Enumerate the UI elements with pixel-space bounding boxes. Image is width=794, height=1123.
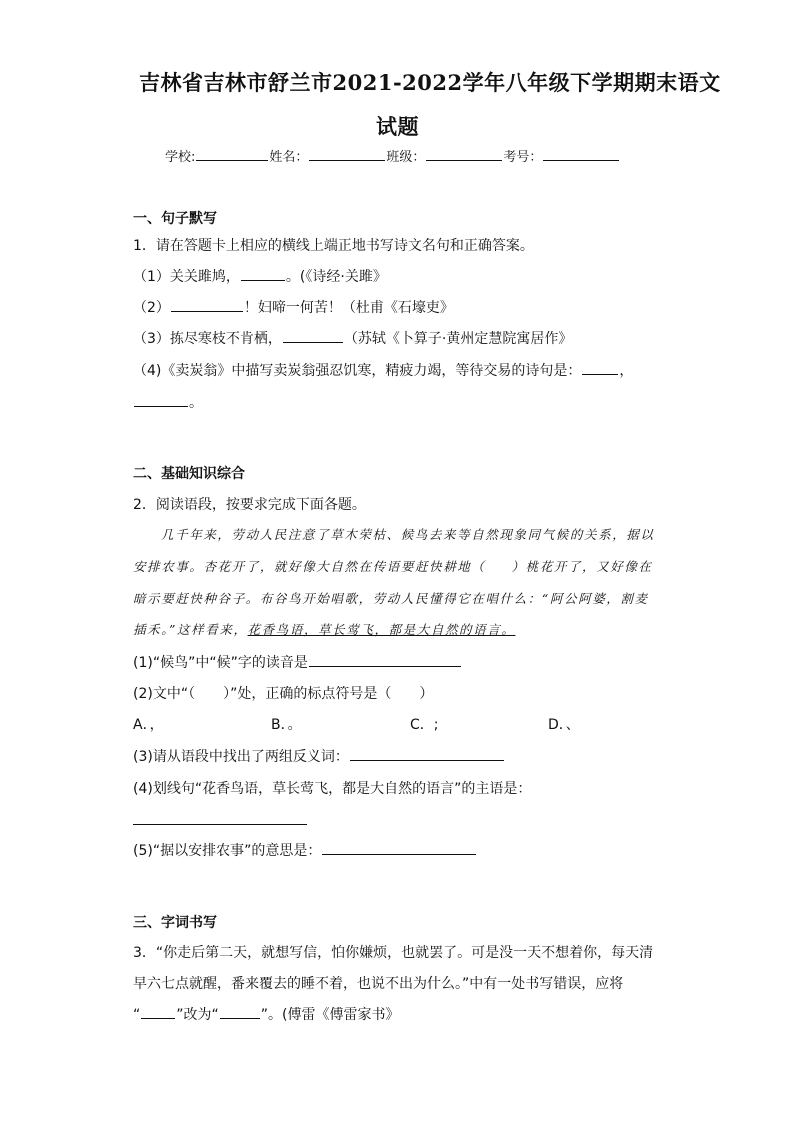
reading-passage-line: 暗示要赶快种谷子。布谷鸟开始唱歌，劳动人民懂得它在唱什么：“阿公阿婆，割麦 [133, 591, 649, 606]
question-1-item-4: （4)《卖炭翁》中描写卖炭翁强忍饥寒，精疲力竭，等待交易的诗句是： ， [133, 360, 633, 380]
student-info-line [165, 146, 620, 165]
option-c[interactable]: C．; [410, 717, 439, 733]
answer-blank[interactable] [241, 266, 285, 281]
question-1-stem: 1．请在答题卡上相应的横线上端正地书写诗文名句和正确答案。 [133, 238, 534, 254]
question-1-item-4-cont: 。 [133, 392, 203, 412]
school-label: 学校: [165, 150, 196, 165]
page-title-line1: 吉林省吉林市舒兰市2021-2022学年八年级下学期期末语文 [139, 70, 721, 95]
answer-blank[interactable] [322, 840, 476, 855]
option-a[interactable]: A．， [133, 717, 164, 733]
sub-question-1: (1)“候鸟”中“候”字的读音是 [133, 652, 462, 672]
question-3-line: 早六七点就醒，番来覆去的睡不着，也说不出为什么。”中有一处书写错误，应将 [133, 976, 624, 992]
class-field[interactable] [426, 146, 502, 161]
option-d[interactable]: D．、 [548, 717, 580, 733]
sub-question-2: (2)文中“（ ）”处，正确的标点符号是（ ） [133, 686, 434, 702]
exam-no-field[interactable] [543, 146, 619, 161]
sub-question-5: (5)“据以安排农事”的意思是： [133, 840, 477, 860]
reading-passage-line: 几千年来，劳动人民注意了草木荣枯、候鸟去来等自然现象同气候的关系，据以 [161, 527, 655, 542]
question-3-line: 3．“你走后第二天，就想写信，怕你嫌烦，也就罢了。可是没一天不想着你，每天清 [133, 945, 654, 961]
exam-no-label: 考号： [503, 150, 543, 165]
answer-blank[interactable] [141, 1004, 175, 1019]
answer-blank[interactable] [171, 297, 243, 312]
underlined-sentence: 花香鸟语，草长莺飞，都是大自然的语言。 [247, 622, 516, 637]
answer-blank[interactable] [133, 810, 307, 825]
question-1-item-3: （3）拣尽寒枝不肯栖， （苏轼《卜算子·黄州定慧院寓居作》 [133, 328, 572, 348]
name-label: 姓名： [269, 150, 309, 165]
reading-passage-line: 插禾。”这样看来，花香鸟语，草长莺飞，都是大自然的语言。 [133, 622, 516, 637]
sub-question-3: (3)请从语段中找出了两组反义词： [133, 746, 505, 766]
reading-passage-line: 安排农事。杏花开了，就好像大自然在传语要赶快耕地（ ）桃花开了，又好像在 [133, 559, 653, 574]
question-1-item-2: （2） ！妇啼一何苦！（杜甫《石壕吏》 [133, 297, 454, 317]
answer-blank[interactable] [134, 392, 188, 407]
option-b[interactable]: B．。 [271, 717, 302, 733]
page-title-line2: 试题 [376, 114, 419, 139]
section-heading: 二、基础知识综合 [133, 466, 245, 482]
answer-blank[interactable] [582, 360, 618, 375]
question-1-item-1: （1）关关雎鸠， 。(《诗经·关雎》 [133, 266, 387, 286]
answer-blank[interactable] [350, 746, 504, 761]
question-3-line: “ ”改为“ ”。(傅雷《傅雷家书》 [133, 1004, 400, 1024]
answer-blank[interactable] [220, 1004, 260, 1019]
name-field[interactable] [309, 146, 385, 161]
question-2-stem: 2．阅读语段，按要求完成下面各题。 [133, 497, 366, 513]
sub-question-4: (4)划线句“花香鸟语，草长莺飞，都是大自然的语言”的主语是： [133, 781, 532, 797]
school-field[interactable] [196, 146, 268, 161]
answer-blank[interactable] [309, 652, 461, 667]
answer-blank[interactable] [283, 328, 343, 343]
class-label: 班级： [386, 150, 426, 165]
section-heading: 一、句子默写 [133, 211, 217, 227]
section-heading: 三、字词书写 [133, 915, 217, 931]
